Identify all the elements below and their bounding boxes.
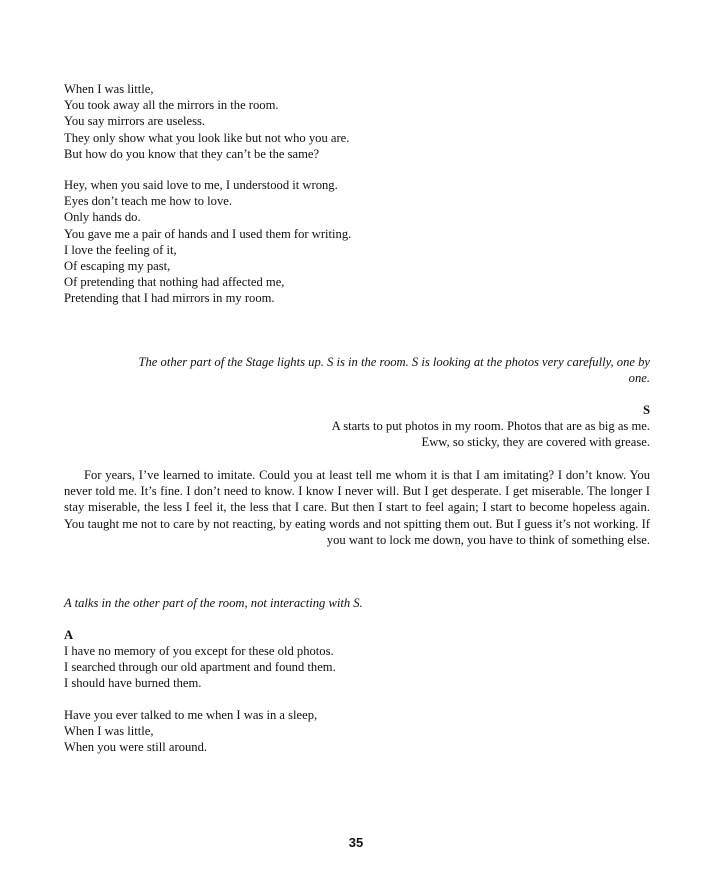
poem-line: Of pretending that nothing had affected me, — [64, 275, 285, 290]
poem-line: You say mirrors are useless. — [64, 114, 206, 129]
poem-line: Only hands do. — [64, 210, 141, 225]
poem-line: You took away all the mirrors in the room. — [64, 98, 279, 113]
poem-line: Pretending that I had mirrors in my room. — [64, 291, 275, 306]
a-speech-stanza-1 — [64, 643, 650, 692]
stage-direction: A talks in the other part of the room, not interacting with S. — [64, 596, 363, 610]
dialogue-line: A starts to put photos in my room. Photos that are as big as me. — [331, 419, 650, 433]
dialogue-line: When I was little, — [64, 724, 154, 739]
dialogue-line: Have you ever talked to me when I was in a sleep, — [64, 708, 318, 722]
poem-line: You gave me a pair of hands and I used them for writing. — [64, 226, 352, 241]
poem-line: When I was little, — [64, 82, 154, 96]
stage-direction-line: one. — [628, 371, 650, 386]
poem-line: Of escaping my past, — [64, 259, 171, 274]
page-number: 35 — [348, 835, 364, 850]
dialogue-line: I searched through our old apartment and found them. — [64, 660, 336, 675]
dialogue-line: I should have burned them. — [64, 676, 202, 691]
s-speech-paragraph: For years, I’ve learned to imitate. Could you at least tell me whom it is that I am imitating? I don’t know. You never told me. It’s fine. I don’t need to know. I know I never will. But I get desperate. I get miserable. The longer I stay miserable, the less I feel it, the less that I care. But then I start to feel again; I start to become hopeless again. You taught me not to care by not reacting, by eating words and not spitting them out. But I guess it’s not working. If you want to lock me down, you have to think of something else. — [64, 468, 650, 547]
poem-line: They only show what you look like but not who you are. — [64, 130, 350, 145]
dialogue-line: When you were still around. — [64, 740, 208, 755]
s-speech-lines — [64, 418, 650, 450]
poem-line: I love the feeling of it, — [64, 242, 177, 257]
dialogue-line: Eww, so sticky, they are covered with grease. — [421, 435, 650, 450]
stage-direction — [64, 354, 650, 386]
a-speech-stanza-2 — [64, 707, 650, 756]
poem-line: But how do you know that they can’t be the same? — [64, 146, 320, 161]
poem-stanza-1 — [64, 81, 650, 162]
poem-line: Hey, when you said love to me, I understood it wrong. — [64, 178, 338, 192]
dialogue-line: I have no memory of you except for these old photos. — [64, 644, 334, 658]
stage-direction-line: The other part of the Stage lights up. S is in the room. S is looking at the photos very carefully, one by — [138, 355, 650, 369]
speaker-name-a: A — [64, 628, 74, 642]
poem-line: Eyes don’t teach me how to love. — [64, 194, 232, 209]
poem-stanza-2 — [64, 177, 650, 307]
speaker-name-s: S — [642, 403, 650, 417]
